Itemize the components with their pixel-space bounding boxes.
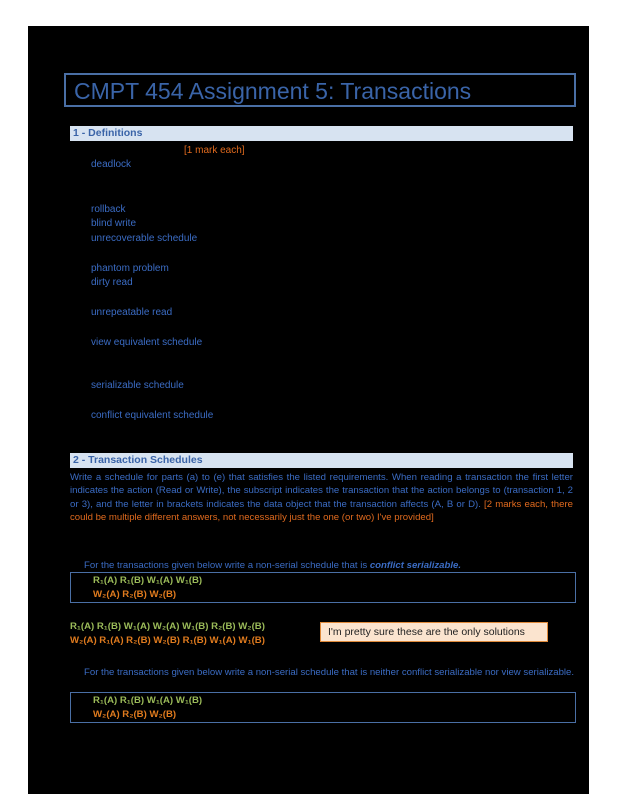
solution-schedule-1: R₁(A) R₁(B) W₁(A) W₂(A) W₁(B) R₂(B) W₂(B) bbox=[70, 621, 265, 632]
document-page bbox=[28, 26, 589, 794]
transaction-1: R₁(A) R₁(B) W₁(A) W₁(B) bbox=[93, 575, 203, 586]
transaction-1: R₁(A) R₁(B) W₁(A) W₁(B) bbox=[93, 695, 203, 706]
part-a-prompt-text: For the transactions given below write a non-serial schedule that is bbox=[84, 560, 368, 571]
term-item: unrepeatable read bbox=[91, 307, 173, 318]
transaction-2: W₂(A) R₂(B) W₂(B) bbox=[93, 709, 177, 720]
term-item: phantom problem bbox=[91, 263, 169, 274]
term-item: deadlock bbox=[91, 159, 132, 170]
instructions-paragraph bbox=[70, 471, 573, 524]
term-item: view equivalent schedule bbox=[91, 337, 203, 348]
section-heading: 1 - Definitions bbox=[73, 127, 143, 139]
comment-note-text: I'm pretty sure these are the only solutions bbox=[328, 626, 525, 638]
instructions-text: Write a schedule for parts (a) to (e) that satisfies the listed requirements. When reading a transaction the first letter indicates the action (Read or Write), the subscript indicates the transaction that the action belongs to (transaction 1, 2 or 3), and the letter in brackets indicates the data object that the transaction affects (A, B or D). bbox=[70, 472, 573, 510]
transaction-2: W₂(A) R₂(B) W₂(B) bbox=[93, 589, 177, 600]
solution-schedule-2: W₂(A) R₁(A) R₂(B) W₂(B) R₁(B) W₁(A) W₁(B) bbox=[70, 635, 265, 646]
term-item: dirty read bbox=[91, 277, 133, 288]
part-a-prompt bbox=[70, 559, 575, 572]
instructions-marks: [2 marks each, there could be multiple different answers, not necessarily just the one (or two) I've provided] bbox=[70, 498, 573, 523]
section-definitions-header bbox=[70, 126, 573, 141]
term-item: blind write bbox=[91, 218, 137, 229]
comment-note bbox=[320, 622, 548, 642]
term-item: serializable schedule bbox=[91, 380, 184, 391]
title-box bbox=[64, 73, 576, 107]
part-a-prompt-emphasis: conflict serializable. bbox=[369, 560, 462, 571]
part-a-transactions-box bbox=[70, 572, 576, 603]
section-heading: 2 - Transaction Schedules bbox=[73, 454, 203, 466]
section-schedules-header bbox=[70, 453, 573, 468]
term-item: conflict equivalent schedule bbox=[91, 410, 214, 421]
part-b-prompt bbox=[70, 666, 575, 679]
page-title: CMPT 454 Assignment 5: Transactions bbox=[74, 78, 472, 104]
part-b-prompt-text: For the transactions given below write a non-serial schedule that is neither conflict serializable nor view serializable. bbox=[84, 667, 575, 678]
term-item: unrecoverable schedule bbox=[91, 233, 198, 244]
term-item: rollback bbox=[91, 204, 126, 215]
marks-note: [1 mark each] bbox=[184, 145, 245, 156]
part-b-transactions-box bbox=[70, 692, 576, 723]
